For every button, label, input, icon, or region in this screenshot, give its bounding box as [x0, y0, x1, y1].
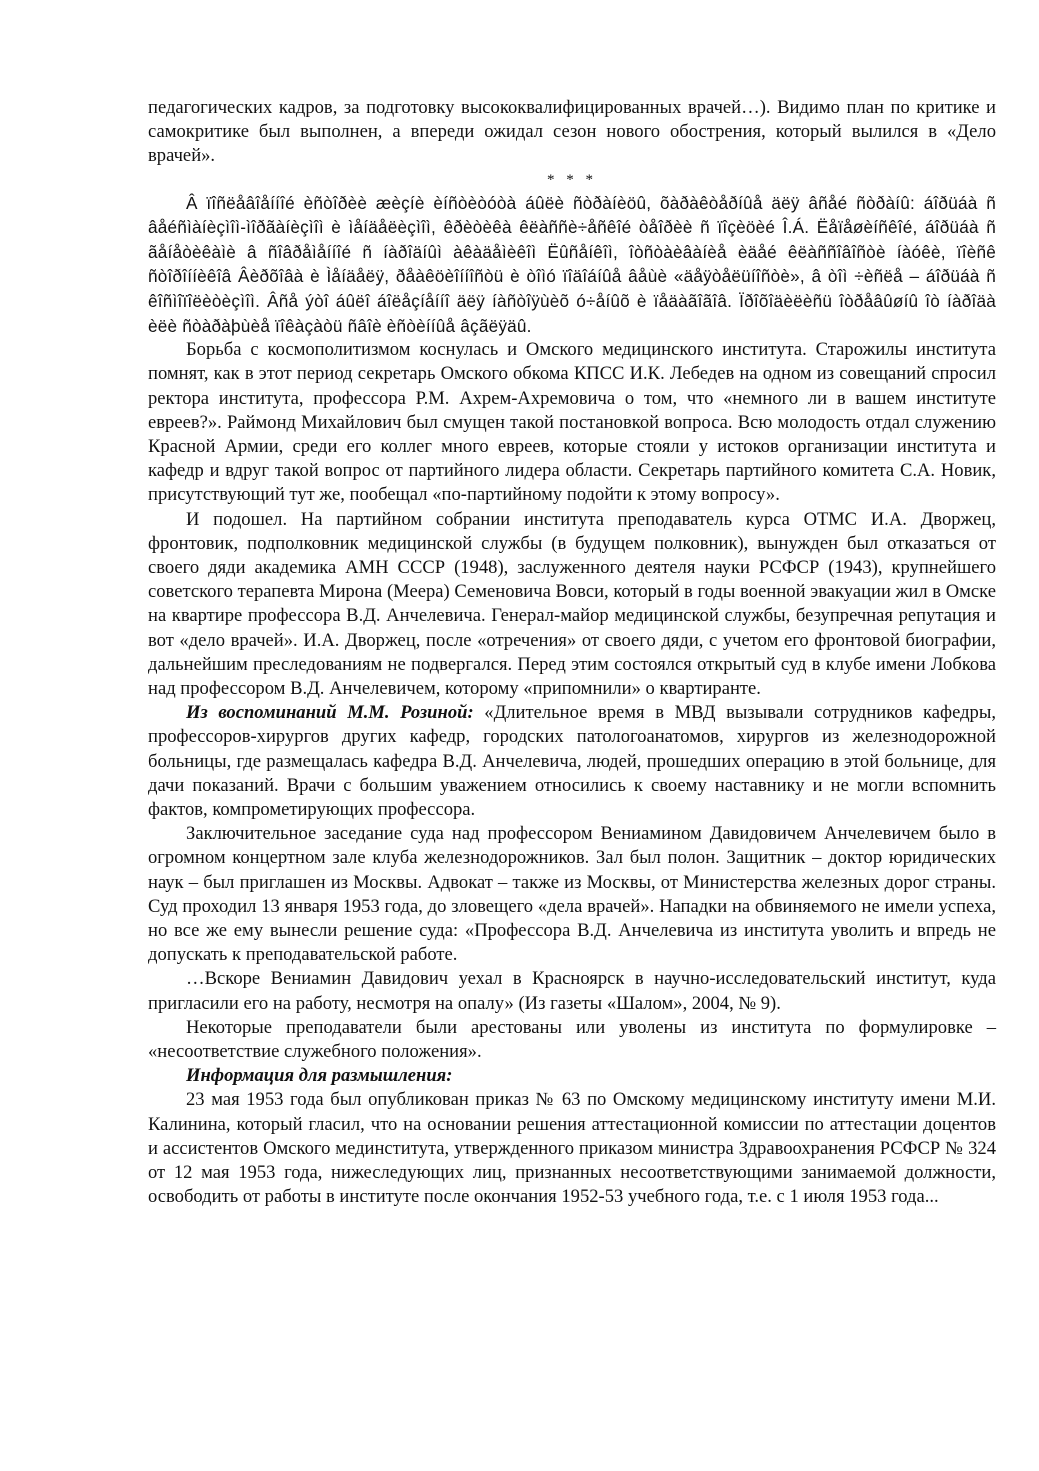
paragraph-krasnoyarsk: …Вскоре Вениамин Давидович уехал в Красноярск в научно-исследовательский институт, куда пригласили его на работу, несмотря на опалу» (Из газеты «Шалом», 2004, № 9).	[148, 968, 996, 1014]
paragraph-order-63: 23 мая 1953 года был опубликован приказ № 63 по Омскому медицинскому институту имени М.И. Калинина, который гласил, что на основании решения аттестационной комиссии по аттестации доцентов и ассистентов Омского мединститута, утвержденного приказом министра Здравоохранения РСФСР № 324 от 12 мая 1953 года, нижеследующих лиц, признанных несоответствующими занимаемой должности, освободить от работы в институте после окончания 1952-53 учебного года, т.е. с 1 июля 1953 года...	[148, 1089, 996, 1208]
paragraph-dismissals: Некоторые преподаватели были арестованы или уволены из института по формулировке – «несоответствие служебного положения».	[148, 1016, 996, 1063]
paragraph-garbled-encoding: Â ïîñëåâîåííîé èñòîðèè æèçíè èíñòèòóòà áûëè ñòðàíèöû, õàðàêòåðíûå äëÿ âñåé ñòðàíû: áîðüáà ñ âåéñìàíèçìîì-ìîðãàíèçìîì è ìåíäåëèçìîì, êðèòèêà êëàññè÷åñêîé òåîðèè ñ ïîçèöèé Î.Á. Ëåïåøèíñêîé, áîðüáà ñ ãåíåòèêàìè â ñîâðåìåííîé ñ íàðîäíûì àêàäåìèêîì Ëûñåíêîì, îòñòàèâàíèå èäåé êëàññîâîñòè íàóêè, ïîèñê ñòîðîííèêîâ Âèðõîâà è Ìåíäåëÿ, ðåàêöèîííîñòü è òîìó ïîäîáíûå âåùè «äåÿòåëüíîñòè», â òîì ÷èñëå – áîðüáà ñ êîñìîïîëèòèçìîì. Âñå ýòî áûëî áîëåçíåííî äëÿ íàñòîÿùèõ ó÷åíûõ è ïåäàãîãîâ. Ïðîõîäèëèñü îòðåâûøíû îò íàðîäà èëè ñòàðàþùèå ïîêàçàòü ñâîè èñòèííûå âçãëÿäû.	[148, 192, 996, 336]
paragraph-dvorzhets: И подошел. На партийном собрании института преподаватель курса ОТМС И.А. Дворжец, фронтовик, подполковник медицинской службы (в будущем полковник), вынужден был отказаться от своего дяди академика АМН СССР (1948), заслуженного деятеля науки РСФСР (1943), крупнейшего советского терапевта Мирона (Меера) Семеновича Вовси, который в годы военной эвакуации жил в Омске на квартире профессора В.Д. Анчелевича. Генерал-майор медицинской службы, безупречная репутация и вот «дело врачей». И.А. Дворжец, после «отречения» от своего дяди, с учетом его фронтовой биографии, дальнейшим преследованиям не подвергался. Перед этим состоялся открытый суд в клубе имени Лобкова над профессором В.Д. Анчелевичем, которому «припомнили» о квартиранте.	[148, 508, 996, 700]
paragraph-trial: Заключительное заседание суда над профессором Вениамином Давидовичем Анчелевичем было в огромном концертном зале клуба железнодорожников. Зал был полон. Защитник – доктор юридических наук – был приглашен из Москвы. Адвокат – также из Москвы, от Министерства железных дорог страны. Суд проходил 13 января 1953 года, до зловещего «дела врачей». Нападки на обвиняемого не имели успеха, но все же ему вынесли решение суда: «Профессора В.Д. Анчелевича из института уволить и впредь не допускать к преподавательской работе.	[148, 823, 996, 966]
heading-reflection: Информация для размышления:	[186, 1065, 453, 1087]
paragraph-rozina-memoir	[148, 701, 996, 822]
paragraph-cosmopolitanism: Борьба с космополитизмом коснулась и Омского медицинского института. Старожилы института помнят, как в этот период секретарь Омского обкома КПСС И.К. Лебедев на одном из совещаний спросил ректора института, профессора Р.М. Ахрем-Ахремовича о том, что «немного ли в вашем институте евреев?». Раймонд Михайлович был смущен такой постановкой вопроса. Всю молодость отдал служению Красной Армии, среди его коллег много евреев, которые стояли у истоков организации института и кафедр и вдруг такой вопрос от партийного лидера области. Секретарь партийного комитета С.А. Новик, присутствующий тут же, пообещал «по-партийному подойти к этому вопросу».	[148, 339, 996, 506]
memoir-text: «Длительное время в МВД вызывали сотрудников кафедры, профессоров-хирургов других кафедр, городских патологоанатомов, хирургов из железнодорожной больницы, где размещалась кафедра В.Д. Анчелевича, людей, прошедших операцию в этой больнице, для дачи показаний. Врачи с большим уважением относились к своему наставнику и не могли вспомнить фактов, компрометирующих профессора.	[148, 702, 996, 821]
memoir-lead: Из воспоминаний М.М. Розиной:	[186, 702, 474, 724]
section-separator: * * *	[547, 171, 597, 188]
document-page	[148, 96, 996, 1209]
paragraph-intro: педагогических кадров, за подготовку высококвалифицированных врачей…). Видимо план по критике и самокритике был выполнен, а впереди ожидал сезон нового обострения, который вылился в «Дело врачей».	[148, 97, 996, 167]
